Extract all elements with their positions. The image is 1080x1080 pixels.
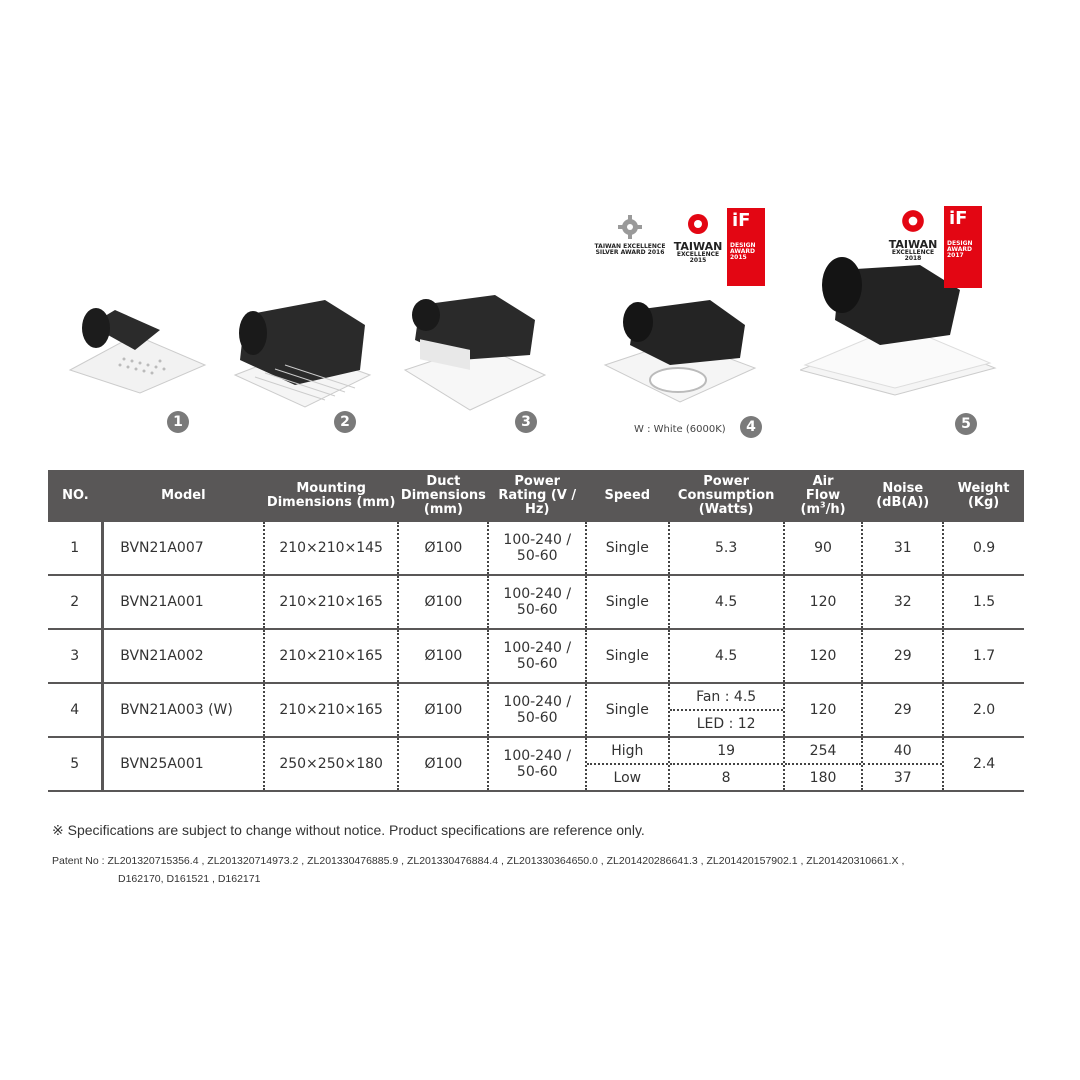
- cell-power-rating: [488, 522, 586, 575]
- cell-duct: Ø100: [398, 683, 488, 737]
- cell-model: BVN25A001: [103, 737, 264, 791]
- table-row: [48, 629, 1024, 683]
- power-rating-line2: 50-60: [516, 656, 558, 672]
- product-4: [600, 290, 760, 435]
- fan-image-4: [600, 290, 760, 415]
- product-3: [400, 290, 550, 430]
- silver-award-badge: [591, 215, 669, 256]
- product-2: [225, 295, 375, 430]
- noise-high: 40: [863, 738, 942, 765]
- power-rating-line1: 100-240 /: [503, 694, 572, 710]
- cell-model: BVN21A003 (W): [103, 683, 264, 737]
- cell-no: 2: [48, 575, 103, 629]
- product-number-badge: 5: [955, 413, 977, 435]
- product-number-badge: 3: [515, 411, 537, 433]
- taiwan-word: TAIWAN: [888, 238, 938, 251]
- cell-noise: [862, 737, 943, 791]
- fan-image-2: [225, 295, 375, 415]
- power-rating-line2: 50-60: [516, 548, 558, 564]
- col-header-weight: Weight (Kg): [943, 470, 1024, 522]
- taiwan-word: TAIWAN: [673, 240, 723, 253]
- cell-model: BVN21A007: [103, 522, 264, 575]
- cell-noise: 29: [862, 683, 943, 737]
- product-images-row: [0, 200, 1080, 445]
- col-header-duct: Duct Dimensions (mm): [398, 470, 488, 522]
- cell-mounting: 210×210×165: [264, 629, 399, 683]
- cell-model: BVN21A001: [103, 575, 264, 629]
- air-flow-unit-a: (m: [800, 502, 821, 517]
- cell-no: 4: [48, 683, 103, 737]
- air-flow-unit-b: /h): [825, 502, 846, 517]
- disclaimer-note: ※ Specifications are subject to change without notice. Product specifications are reference only.: [52, 822, 645, 838]
- if-design-award-2015: [727, 208, 765, 286]
- cell-air-flow: 120: [784, 575, 863, 629]
- table-row: [48, 737, 1024, 791]
- cell-air-flow: 120: [784, 683, 863, 737]
- col-header-model: Model: [103, 470, 264, 522]
- cell-duct: Ø100: [398, 522, 488, 575]
- air-low: 180: [809, 769, 837, 786]
- cell-air-flow: 90: [784, 522, 863, 575]
- cell-power-rating: [488, 737, 586, 791]
- cell-air-flow: 120: [784, 629, 863, 683]
- cell-power-rating: [488, 683, 586, 737]
- col-header-mounting: Mounting Dimensions (mm): [264, 470, 399, 522]
- if-logo: iF: [949, 208, 968, 229]
- silver-award-text: TAIWAN EXCELLENCE SILVER AWARD 2016: [594, 243, 666, 256]
- taiwan-excellence-icon: [900, 208, 926, 234]
- power-rating-line1: 100-240 /: [503, 586, 572, 602]
- fan-image-1: [60, 295, 210, 395]
- power-rating-line2: 50-60: [516, 710, 558, 726]
- cell-power: 4.5: [669, 575, 784, 629]
- cell-noise: 32: [862, 575, 943, 629]
- speed-high: High: [587, 738, 667, 765]
- product-4-caption: W : White (6000K): [634, 424, 726, 435]
- power-rating-line1: 100-240 /: [503, 748, 572, 764]
- cell-duct: Ø100: [398, 575, 488, 629]
- if-award-text: DESIGN AWARD 2017: [947, 240, 973, 259]
- cell-duct: Ø100: [398, 629, 488, 683]
- cell-mounting: 210×210×165: [264, 575, 399, 629]
- noise-low: 37: [893, 769, 912, 786]
- gear-icon: [618, 215, 642, 239]
- taiwan-excellence-2015-badge: [668, 212, 728, 264]
- power-low: 8: [721, 769, 731, 786]
- cell-mounting: 210×210×165: [264, 683, 399, 737]
- power-rating-line1: 100-240 /: [503, 532, 572, 548]
- table-row: [48, 683, 1024, 737]
- air-flow-line2: Flow: [805, 488, 841, 503]
- taiwan-sub: EXCELLENCE 2015: [676, 251, 720, 264]
- power-fan: Fan : 4.5: [670, 684, 783, 711]
- cell-no: 3: [48, 629, 103, 683]
- cell-speed: Single: [586, 629, 668, 683]
- product-number-badge: 2: [334, 411, 356, 433]
- cell-weight: 2.4: [943, 737, 1024, 791]
- table-row: [48, 522, 1024, 575]
- cell-power-rating: [488, 575, 586, 629]
- cell-weight: 0.9: [943, 522, 1024, 575]
- air-high: 254: [785, 738, 862, 765]
- product-number-badge: 1: [167, 411, 189, 433]
- cell-weight: 1.5: [943, 575, 1024, 629]
- cell-air-flow: [784, 737, 863, 791]
- patent-line-1: Patent No : ZL201320715356.4 , ZL201320714973.2 , ZL201330476885.9 , ZL201330476884.4 , ZL201330364650.0 , ZL201420286641.3 , ZL201420157902.1 , ZL201420310661.X ,: [52, 855, 905, 867]
- col-header-speed: Speed: [586, 470, 668, 522]
- patent-line-2: D162170, D161521 , D162171: [118, 873, 261, 885]
- cell-power: [669, 737, 784, 791]
- col-header-power-consumption: Power Consumption (Watts): [669, 470, 784, 522]
- cell-duct: Ø100: [398, 737, 488, 791]
- power-rating-line2: 50-60: [516, 764, 558, 780]
- power-rating-line1: 100-240 /: [503, 640, 572, 656]
- cell-speed: [586, 737, 668, 791]
- air-flow-unit: [786, 500, 861, 517]
- cell-mounting: 210×210×145: [264, 522, 399, 575]
- cell-speed: Single: [586, 575, 668, 629]
- if-award-text: DESIGN AWARD 2015: [730, 242, 756, 261]
- col-header-noise: Noise (dB(A)): [862, 470, 943, 522]
- cell-power: 5.3: [669, 522, 784, 575]
- patent-numbers: [52, 852, 1042, 888]
- product-1: [60, 295, 210, 430]
- cell-speed: Single: [586, 522, 668, 575]
- power-led: LED : 12: [696, 715, 756, 732]
- cell-noise: 31: [862, 522, 943, 575]
- cell-power: [669, 683, 784, 737]
- cell-weight: 1.7: [943, 629, 1024, 683]
- air-flow-line1: Air: [812, 474, 834, 489]
- product-number-badge: 4: [740, 416, 762, 438]
- cell-noise: 29: [862, 629, 943, 683]
- taiwan-sub: EXCELLENCE 2018: [891, 249, 935, 262]
- power-rating-line2: 50-60: [516, 602, 558, 618]
- cell-power: 4.5: [669, 629, 784, 683]
- cell-speed: Single: [586, 683, 668, 737]
- if-design-award-2017: [944, 206, 982, 288]
- table-row: [48, 575, 1024, 629]
- table-header-row: [48, 470, 1024, 522]
- col-header-no: NO.: [48, 470, 103, 522]
- cell-no: 5: [48, 737, 103, 791]
- taiwan-excellence-2018-badge: [884, 208, 942, 262]
- col-header-air-flow: [784, 470, 863, 522]
- taiwan-excellence-icon: [686, 212, 710, 236]
- if-logo: iF: [732, 210, 751, 231]
- air-flow-unit-sup: 3: [820, 500, 826, 510]
- cell-no: 1: [48, 522, 103, 575]
- cell-power-rating: [488, 629, 586, 683]
- fan-image-3: [400, 290, 550, 415]
- specification-table: [48, 470, 1024, 792]
- cell-weight: 2.0: [943, 683, 1024, 737]
- cell-model: BVN21A002: [103, 629, 264, 683]
- col-header-power-rating: Power Rating (V / Hz): [488, 470, 586, 522]
- cell-mounting: 250×250×180: [264, 737, 399, 791]
- speed-low: Low: [613, 769, 642, 786]
- power-high: 19: [670, 738, 783, 765]
